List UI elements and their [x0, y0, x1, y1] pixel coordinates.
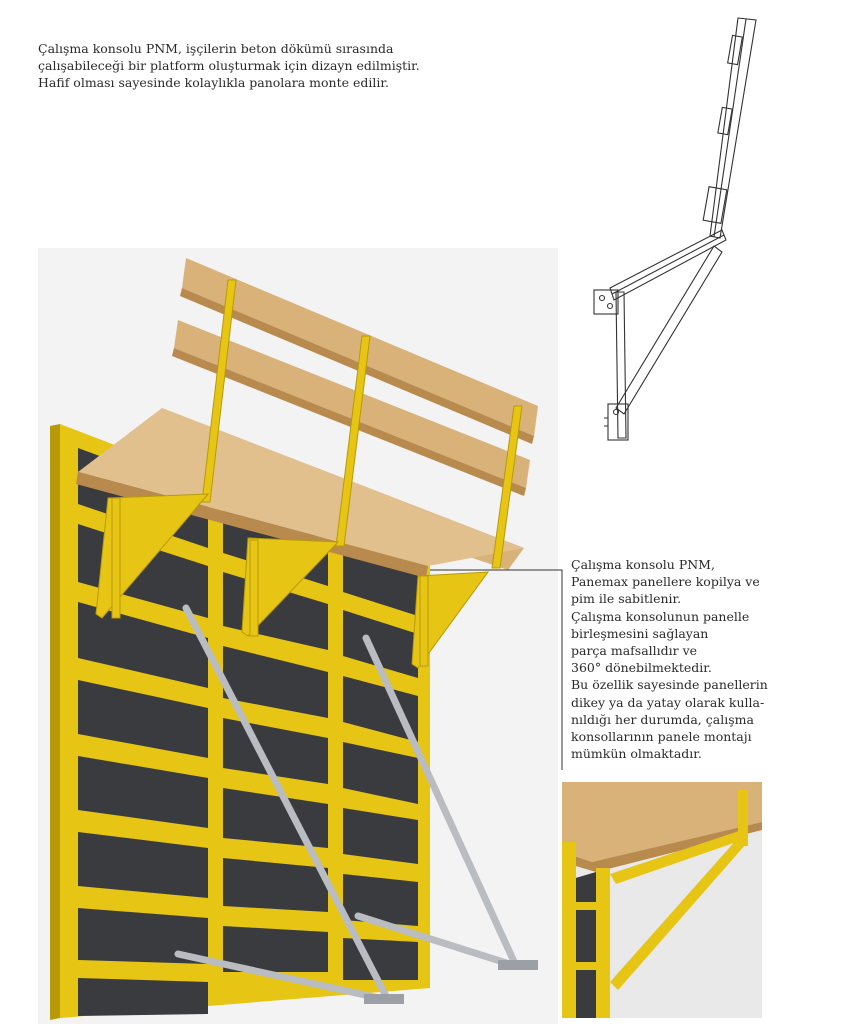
bracket-detail-closeup — [562, 782, 762, 1018]
callout-line: parça mafsallıdır ve — [571, 643, 698, 659]
callout-line: mümkün olmaktadır. — [571, 746, 702, 762]
callout-line: Çalışma konsolunun panelle — [571, 608, 750, 624]
intro-line: Çalışma konsolu PNM, işçilerin beton dökümü sırasında — [38, 41, 394, 56]
callout-line: Bu özellik sayesinde panellerin — [571, 677, 768, 693]
intro-line: Hafif olması sayesinde kolaylıkla panolara monte edilir. — [38, 75, 389, 90]
formwork-platform-illustration — [38, 248, 558, 1024]
callout-line: Panemax panellere kopilya ve — [571, 574, 760, 590]
callout-line: Çalışma konsolu PNM, — [571, 557, 715, 572]
callout-line: birleşmesini sağlayan — [571, 625, 709, 641]
intro-paragraph — [38, 40, 438, 91]
intro-line: çalışabileceği bir platform oluşturmak için dizayn edilmiştir. — [38, 58, 420, 73]
callout-paragraph — [571, 556, 771, 762]
callout-line: konsollarının panele montajı — [571, 729, 752, 745]
callout-line: dikey ya da yatay olarak kulla- — [571, 694, 765, 710]
callout-line: pim ile sabitlenir. — [571, 591, 682, 607]
bracket-line-drawing — [560, 8, 760, 448]
callout-line: 360° dönebilmektedir. — [571, 660, 712, 676]
callout-line: nıldığı her durumda, çalışma — [571, 711, 754, 727]
